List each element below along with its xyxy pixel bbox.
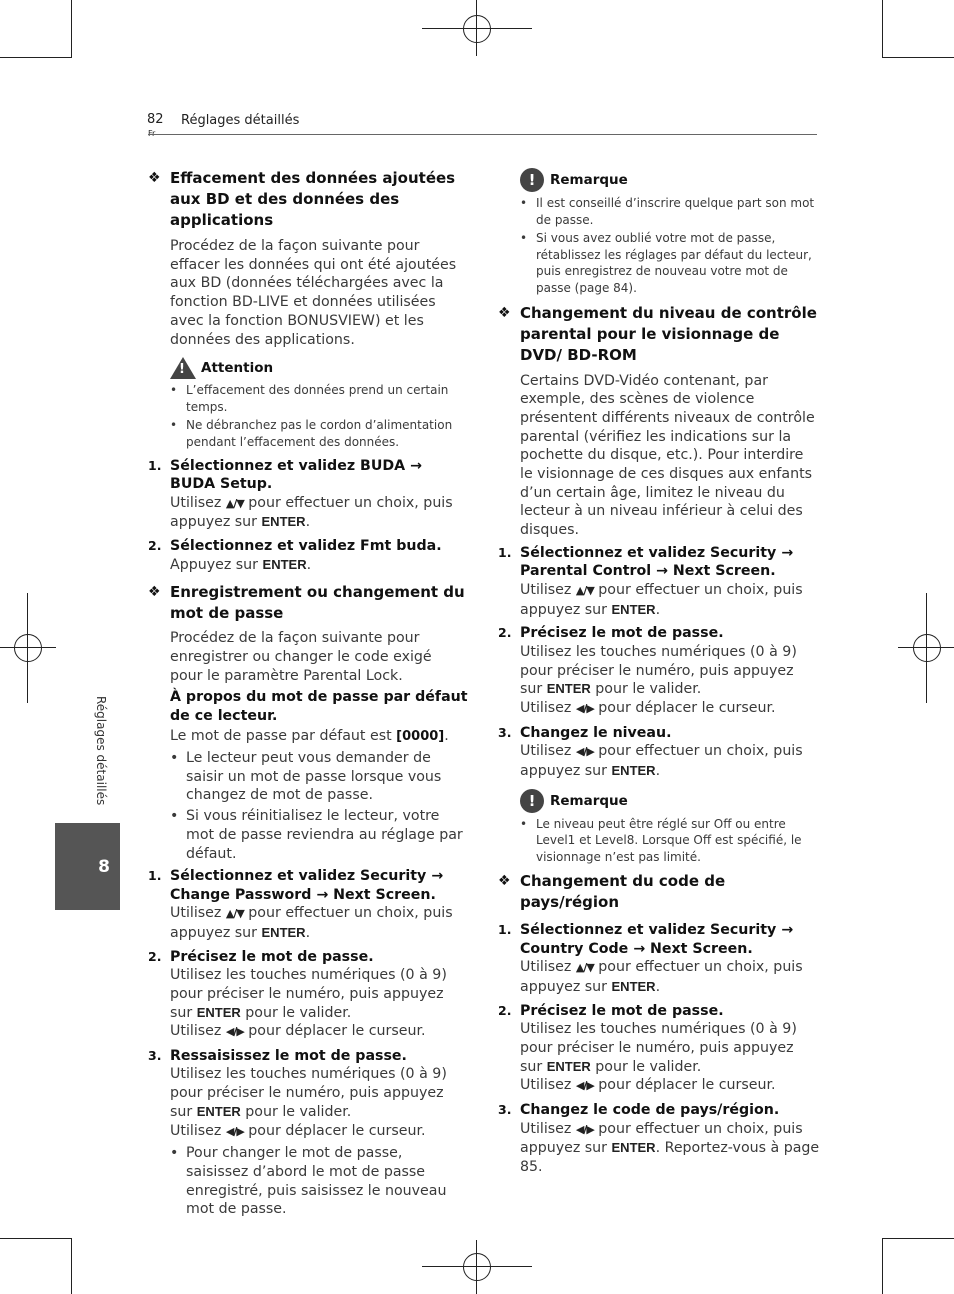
paragraph: Certains DVD-Vidéo contenant, par exemple, des scènes de violence présentent différents niveaux de contrôle parental (vérifiez les indications sur la pochette du disque, etc.). Pour interdire le visionnage de ces disques aux enfants d’un certain âge, limitez le niveau du lecteur à un niveau inférieur à celui des disques. [520, 372, 815, 539]
step [498, 724, 820, 781]
text: Utilisez [170, 905, 226, 922]
step-body [170, 966, 468, 1022]
text: Le mot de passe par défaut est [170, 728, 397, 745]
enter-key: ENTER [261, 514, 306, 530]
text: Utilisez les touches numériques (0 à 9) pour préciser le numéro, puis appuyez sur [170, 967, 447, 1021]
note-title: Remarque [550, 172, 628, 188]
left-right-arrows-icon: ◀/▶ [575, 701, 594, 715]
step-body [170, 1022, 468, 1042]
up-down-arrows-icon: ▲/▼ [225, 907, 244, 921]
header-rule [148, 134, 817, 135]
diamond-icon: ❖ [148, 584, 161, 601]
text: pour effectuer un choix, puis appuyez sur [520, 581, 803, 618]
enter-key: ENTER [611, 1140, 656, 1156]
text: pour effectuer un choix, puis appuyez sur [170, 494, 453, 531]
note-header [520, 168, 820, 192]
section-title: Réglages détaillés [181, 113, 300, 128]
text: pour le valider. [590, 1058, 702, 1075]
step-body [520, 1020, 820, 1076]
attention-header [170, 357, 468, 379]
text: Utilisez [170, 1122, 226, 1139]
step-title: Sélectionnez et validez BUDA → BUDA Setup. [170, 457, 422, 493]
crop-mark [0, 57, 72, 58]
note-box [498, 168, 820, 297]
enter-key: ENTER [546, 681, 591, 697]
step [498, 1002, 820, 1096]
text: Utilisez les touches numériques (0 à 9) pour préciser le numéro, puis appuyez sur [520, 1021, 797, 1075]
enter-key: ENTER [262, 556, 307, 572]
step-number: 1. [148, 868, 162, 884]
enter-key: ENTER [196, 1103, 241, 1119]
list-item: • Si vous avez oublié votre mot de passe, rétablissez les réglages par défaut du lecteur, puis enregistrez de nouveau votre mot de passe (page 84). [520, 230, 820, 296]
step-number: 1. [148, 457, 162, 473]
text: Utilisez [520, 581, 576, 598]
step [148, 1047, 468, 1141]
up-down-arrows-icon: ▲/▼ [575, 583, 594, 597]
text: pour effectuer un choix, puis appuyez sur [520, 743, 803, 779]
text: . [305, 514, 311, 531]
step-number: 3. [498, 724, 512, 740]
step-body [170, 556, 468, 575]
warning-icon: ! [170, 357, 196, 379]
up-down-arrows-icon: ▲/▼ [225, 496, 244, 510]
up-down-arrows-icon: ▲/▼ [575, 961, 594, 975]
text: Utilisez [170, 494, 226, 511]
text: pour déplacer le curseur. [243, 1122, 426, 1139]
text: pour déplacer le curseur. [243, 1023, 426, 1040]
list-item: • Il est conseillé d’inscrire quelque part son mot de passe. [520, 195, 820, 228]
registration-mark [463, 15, 491, 43]
text: Utilisez les touches numériques (0 à 9) pour préciser le numéro, puis appuyez sur [170, 1066, 447, 1120]
step-body [520, 1076, 820, 1096]
crop-mark [0, 1238, 72, 1239]
step-title: Changez le code de pays/région. [520, 1102, 780, 1119]
paragraph [148, 727, 468, 747]
text: . Reportez-vous à page 85. [520, 1140, 820, 1175]
paragraph: Procédez de la façon suivante pour enregistrer ou changer le code exigé pour le paramètre Parental Lock. [170, 630, 432, 684]
crop-mark [71, 0, 72, 58]
text: pour le valider. [240, 1004, 352, 1021]
text: Utilisez [520, 699, 576, 716]
step-title: Sélectionnez et validez Fmt buda. [170, 538, 442, 554]
text: Utilisez [170, 1023, 226, 1040]
right-column [498, 168, 820, 1177]
step-body [520, 581, 820, 619]
attention-title: Attention [201, 360, 274, 377]
step [148, 867, 468, 942]
exclamation-icon: ! [520, 168, 544, 192]
step [498, 921, 820, 996]
left-right-arrows-icon: ◀/▶ [575, 1079, 594, 1093]
text: pour déplacer le curseur. [593, 699, 776, 716]
crop-mark [882, 0, 883, 58]
note-header [520, 789, 820, 813]
enter-key: ENTER [611, 601, 656, 617]
enter-key: ENTER [611, 979, 656, 994]
heading-text: Enregistrement ou changement du mot de passe [170, 583, 465, 623]
step-number: 2. [148, 948, 162, 964]
left-right-arrows-icon: ◀/▶ [575, 745, 594, 759]
step-title: Ressaisissez le mot de passe. [170, 1047, 407, 1064]
step-title: Sélectionnez et validez Security → Change Password → Next Screen. [170, 868, 444, 903]
enter-key: ENTER [196, 1004, 241, 1020]
section-heading [148, 168, 468, 231]
left-right-arrows-icon: ◀/▶ [225, 1124, 244, 1138]
left-right-arrows-icon: ◀/▶ [225, 1025, 244, 1039]
crop-mark [882, 1238, 954, 1239]
text: . [655, 601, 661, 618]
registration-mark [463, 1253, 491, 1281]
step [148, 948, 468, 1042]
crop-mark [882, 57, 954, 58]
step-body [520, 742, 820, 780]
step-body [170, 494, 468, 532]
step-number: 2. [498, 625, 512, 641]
text: . [306, 556, 312, 573]
left-right-arrows-icon: ◀/▶ [575, 1122, 594, 1136]
chapter-number: 8 [98, 856, 110, 877]
text: pour effectuer un choix, puis appuyez sur [520, 1120, 803, 1157]
text: pour le valider. [240, 1103, 352, 1120]
step-title: Précisez le mot de passe. [170, 948, 374, 965]
step-body [520, 958, 820, 996]
list-item: • Le niveau peut être réglé sur Off ou entre Level1 et Level8. Lorsque Off est spécifié, le visionnage n’est pas limité. [520, 816, 820, 866]
attention-list [170, 382, 468, 450]
enter-key: ENTER [546, 1058, 591, 1074]
crop-mark [882, 1238, 883, 1294]
step-title: Sélectionnez et validez Security → Parental Control → Next Screen. [520, 544, 794, 580]
text: Utilisez [520, 959, 576, 976]
step [498, 544, 820, 619]
note-box [498, 789, 820, 866]
step [498, 624, 820, 718]
exclamation-icon: ! [520, 789, 544, 813]
step-number: 1. [498, 922, 512, 938]
chapter-tab [55, 823, 120, 910]
note-title: Remarque [550, 792, 628, 809]
heading-text: Effacement des données ajoutées aux BD et des données des applications [170, 169, 456, 229]
diamond-icon: ❖ [498, 304, 511, 321]
step-number: 2. [498, 1002, 512, 1018]
registration-mark [913, 634, 941, 662]
list-item: • Le lecteur peut vous demander de saisir un mot de passe lorsque vous changez de mot de passe. [170, 749, 468, 805]
note-list [520, 816, 820, 866]
page-number: 82 [147, 112, 164, 127]
section-heading [498, 303, 820, 366]
text: . [655, 762, 661, 779]
step-title: Sélectionnez et validez Security → Country Code → Next Screen. [520, 922, 794, 957]
text: . [305, 924, 311, 941]
text: Utilisez les touches numériques (0 à 9) pour préciser le numéro, puis appuyez sur [520, 643, 797, 698]
step-body [170, 904, 468, 942]
diamond-icon: ❖ [148, 170, 161, 186]
step-body [520, 1120, 820, 1177]
step-title: Précisez le mot de passe. [520, 1002, 724, 1019]
paragraph: Procédez de la façon suivante pour effacer les données qui ont été ajoutées aux BD (données téléchargées avec la fonction BD-LIVE et données utilisées avec la fonction BONUSVIEW) et les données des applications. [170, 238, 457, 348]
text: . [655, 979, 661, 995]
attention-box [148, 357, 468, 450]
section-heading [148, 582, 468, 624]
enter-key: ENTER [611, 762, 656, 778]
note-list [520, 195, 820, 297]
step [498, 1101, 820, 1177]
text: Utilisez [520, 1077, 576, 1094]
step-number: 3. [498, 1102, 512, 1118]
bullet-list [148, 749, 468, 863]
list-item: • Si vous réinitialisez le lecteur, votre mot de passe reviendra au réglage par défaut. [170, 807, 468, 863]
side-section-label: Réglages détaillés [94, 696, 108, 806]
section-heading [498, 871, 820, 913]
step [148, 537, 468, 574]
text: pour effectuer un choix, puis appuyez sur [170, 905, 453, 941]
bullet-list [148, 1144, 468, 1219]
step-body [520, 643, 820, 699]
heading-text: Changement du code de pays/région [520, 872, 726, 912]
enter-key: ENTER [261, 924, 306, 940]
list-item: • Ne débranchez pas le cordon d’alimentation pendant l’effacement des données. [170, 417, 468, 450]
list-item: • Pour changer le mot de passe, saisissez d’abord le mot de passe enregistré, puis saisissez le nouveau mot de passe. [170, 1144, 468, 1219]
step [148, 457, 468, 532]
step-number: 3. [148, 1047, 162, 1063]
crop-mark [71, 1238, 72, 1294]
diamond-icon: ❖ [498, 873, 511, 890]
step-title: Changez le niveau. [520, 724, 672, 741]
text: pour effectuer un choix, puis appuyez sur [520, 959, 803, 995]
text: . [444, 728, 449, 745]
text: Utilisez [520, 743, 576, 760]
subheading: À propos du mot de passe par défaut de ce lecteur. [170, 689, 468, 724]
step-title: Précisez le mot de passe. [520, 625, 724, 642]
text: pour déplacer le curseur. [593, 1077, 776, 1094]
left-column [148, 168, 468, 1221]
heading-text: Changement du niveau de contrôle parental pour le visionnage de DVD/ BD-ROM [520, 303, 817, 364]
text: pour le valider. [590, 681, 702, 698]
list-item: • L’effacement des données prend un certain temps. [170, 382, 468, 415]
step-body [170, 1065, 468, 1121]
text: Appuyez sur [170, 556, 263, 573]
registration-mark [14, 634, 42, 662]
default-code: [0000] [396, 729, 445, 745]
text: Utilisez [520, 1120, 576, 1137]
step-number: 1. [498, 544, 512, 560]
step-body [170, 1122, 468, 1142]
step-number: 2. [148, 538, 162, 553]
step-body [520, 699, 820, 719]
